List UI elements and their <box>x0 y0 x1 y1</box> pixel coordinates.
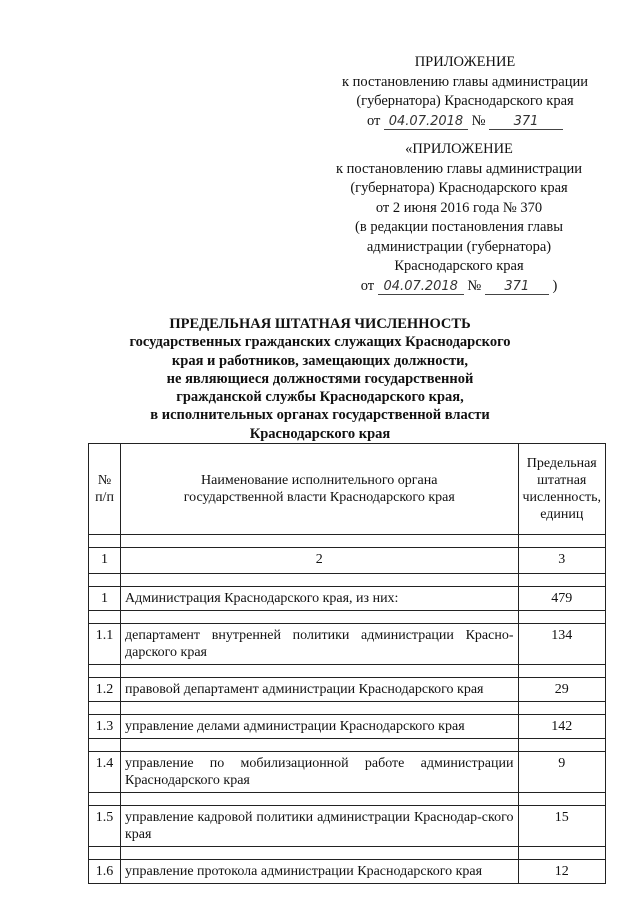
appendix-title: «ПРИЛОЖЕНИЕ <box>405 141 513 157</box>
table-row <box>89 624 606 665</box>
heading-line: в исполнительных органах государственной власти <box>150 407 490 424</box>
table-row <box>89 715 606 739</box>
table-spacer <box>89 793 606 806</box>
index-cell: 1 <box>89 548 121 574</box>
heading-line: Краснодарского края <box>249 425 391 442</box>
row-num: 1.5 <box>89 806 121 847</box>
appendix-line: администрации (губернатора) <box>366 238 552 255</box>
row-num: 1.3 <box>89 715 121 739</box>
handwritten-number: 371 <box>485 279 549 295</box>
staff-limits-table <box>88 443 606 884</box>
table-spacer <box>89 535 606 548</box>
appendix-date-number <box>330 112 600 132</box>
number-label: № <box>471 112 486 129</box>
row-num: 1.2 <box>89 678 121 702</box>
table-spacer <box>89 574 606 587</box>
row-qty: 9 <box>518 752 606 793</box>
table-header-row <box>89 444 606 535</box>
appendix-block-primary <box>330 53 600 131</box>
index-cell: 2 <box>121 548 519 574</box>
from-label: от <box>360 277 375 294</box>
row-num: 1.6 <box>89 860 121 884</box>
heading-line: гражданской службы Краснодарского края, <box>176 389 464 406</box>
appendix-line: (губернатора) Краснодарского края <box>350 180 568 196</box>
from-label: от <box>366 112 381 129</box>
appendix-line: Краснодарского края <box>394 258 524 274</box>
table-row <box>89 587 606 611</box>
appendix-date-number <box>318 277 600 297</box>
table-spacer <box>89 611 606 624</box>
table-index-row <box>89 548 606 574</box>
row-name: Администрация Краснодарского края, из них: <box>121 587 519 611</box>
handwritten-date: 04.07.2018 <box>378 279 464 295</box>
header-qty: Предельная штатная численность, единиц <box>518 444 606 535</box>
row-name: правовой департамент администрации Краснодарского края <box>121 678 519 702</box>
appendix-line: (в редакции постановления главы <box>355 219 563 235</box>
table-spacer <box>89 665 606 678</box>
row-name: управление кадровой политики администрации Краснодар-ского края <box>121 806 519 847</box>
row-num: 1.1 <box>89 624 121 665</box>
heading-line: края и работников, замещающих должности, <box>171 352 469 369</box>
handwritten-date: 04.07.2018 <box>384 114 468 130</box>
appendix-line: к постановлению главы администрации <box>335 160 583 177</box>
row-qty: 15 <box>518 806 606 847</box>
closing-paren: ) <box>552 277 558 294</box>
number-label: № <box>467 277 482 294</box>
row-num: 1.4 <box>89 752 121 793</box>
row-name: управление делами администрации Краснодарского края <box>121 715 519 739</box>
header-num: № п/п <box>89 444 121 535</box>
table-row <box>89 806 606 847</box>
table-spacer <box>89 739 606 752</box>
document-heading <box>90 315 550 443</box>
heading-line: не являющиеся должностями государственной <box>166 370 474 387</box>
row-qty: 12 <box>518 860 606 884</box>
appendix-block-amended <box>318 140 600 296</box>
appendix-line: к постановлению главы администрации <box>341 73 589 90</box>
row-name: управление протокола администрации Краснодарского края <box>121 860 519 884</box>
row-qty: 134 <box>518 624 606 665</box>
row-qty: 479 <box>518 587 606 611</box>
row-qty: 142 <box>518 715 606 739</box>
appendix-line: (губернатора) Краснодарского края <box>356 93 574 109</box>
handwritten-number: 371 <box>489 114 563 130</box>
table-spacer <box>89 702 606 715</box>
header-name: Наименование исполнительного органа государственной власти Краснодарского края <box>121 444 519 535</box>
table-spacer <box>89 847 606 860</box>
table-row <box>89 752 606 793</box>
appendix-line: от 2 июня 2016 года № 370 <box>375 199 543 216</box>
row-name: департамент внутренней политики администрации Красно-дарского края <box>121 624 519 665</box>
heading-line: ПРЕДЕЛЬНАЯ ШТАТНАЯ ЧИСЛЕННОСТЬ <box>169 316 471 332</box>
index-cell: 3 <box>518 548 606 574</box>
table-row <box>89 678 606 702</box>
row-name: управление по мобилизационной работе администрации Краснодарского края <box>121 752 519 793</box>
table-row <box>89 860 606 884</box>
row-qty: 29 <box>518 678 606 702</box>
row-num: 1 <box>89 587 121 611</box>
heading-line: государственных гражданских служащих Краснодарского <box>129 334 511 351</box>
appendix-title: ПРИЛОЖЕНИЕ <box>414 54 516 70</box>
